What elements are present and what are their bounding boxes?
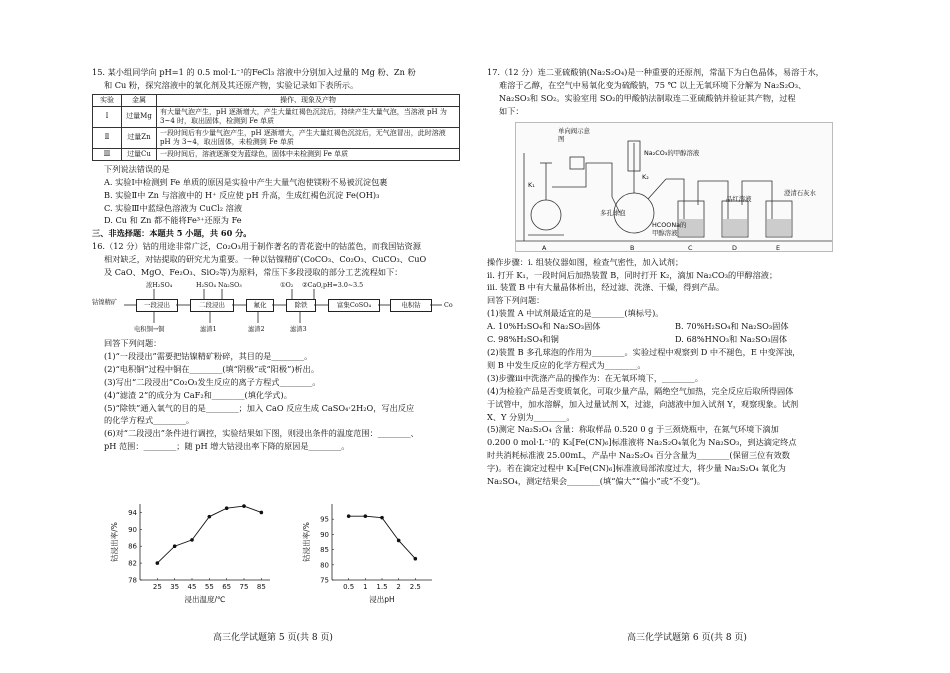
y-tick-label: 95 (320, 515, 329, 524)
q17-sub4a: (4)为检验产品是否变质氧化，可取少量产品，隔绝空气加热，完全反应后取所得固体 (487, 385, 794, 396)
out-copy: 电积铜→铜 (134, 325, 165, 333)
y-tick-label: 78 (128, 576, 137, 585)
step-first-leach: 一段浸出 (136, 299, 178, 312)
q17-steps-title: 操作步骤：ⅰ. 组装仪器如图，检查气密性，加入试剂； (487, 256, 684, 267)
q17-step3: ⅲ. 装置 B 中有大量晶体析出，经过滤、洗涤、干燥，得到产品。 (487, 282, 725, 293)
x-tick-label: 2.5 (409, 583, 421, 591)
x-tick-label: 45 (187, 583, 197, 591)
q17-options-cd (487, 333, 863, 346)
limewater-label: 澄清石灰水 (784, 188, 816, 197)
apparatus-diagram (515, 122, 833, 252)
step-enrich-coso4: 富集CoSO₄ (328, 299, 380, 312)
porous-label: 多孔球泡 (600, 208, 626, 217)
q16-sub3: (3)写出“二段浸出”Co₂O₃发生反应的离子方程式________。 (104, 376, 321, 387)
x-tick-label: 85 (256, 583, 266, 591)
out-residue3: 滤渣3 (290, 325, 307, 333)
ph-chart (300, 496, 440, 606)
label-a: A (542, 243, 547, 252)
x-tick-label: 0.5 (343, 583, 355, 591)
q17-sub4b: 于试管中，加水溶解，加入过量试剂 X，过滤，向滤液中加入试剂 Y，观察现象。试剂 (487, 398, 799, 409)
q16-sub6a: (6)对“二段浸出”条件进行调控，实验结果如下图，则浸出条件的温度范围：________、 (104, 428, 419, 439)
q16-answer-heading: 回答下列问题： (104, 337, 162, 348)
reagent-o2: ①O₂ (280, 281, 294, 289)
y-tick-label: 75 (320, 576, 329, 585)
hcoona-label: HCOONa的甲醇溶液 (652, 220, 687, 237)
x-axis-label: 浸出温度/℃ (184, 595, 226, 604)
q15-option-c: C. 实验Ⅲ中蓝绿色溶液为 CuCl₂ 溶液 (104, 202, 243, 213)
y-tick-label: 80 (320, 561, 329, 570)
table-row (93, 106, 460, 127)
row2-id: Ⅱ (93, 127, 122, 148)
x-tick-label: 65 (222, 583, 232, 591)
data-point (364, 514, 368, 518)
q17-option-c: C. 98%H₂SO₄和铜 (487, 334, 559, 345)
y-tick-label: 90 (128, 525, 137, 534)
label-e: E (776, 243, 781, 252)
reagent-conc-h2so4: 浓H₂SO₄ (146, 281, 173, 289)
data-point (260, 511, 264, 515)
q17-sub5a: (5)测定 Na₂S₂O₄ 含量：称取样品 0.520 0 g 于三颈烧瓶中，在氮气环境下滴加 (487, 424, 779, 435)
x-tick-label: 25 (152, 583, 162, 591)
q17-sub3: (3)步骤ⅲ中洗涤产品的操作为：在无氧环境下，________。 (487, 372, 703, 383)
q16-sub1: (1)“一段浸出”需要把钴镍精矿粉碎，其目的是________。 (104, 350, 313, 361)
data-point (347, 514, 351, 518)
q16-line3: 及 CaO、MgO、Fe₂O₃、SiO₂等)为原料，常压下多段浸取的部分工艺流程如下： (104, 267, 403, 278)
row1-metal: 过量Mg (122, 106, 157, 127)
step-second-leach: 二段浸出 (190, 299, 234, 312)
q17-answer-heading: 回答下列问题： (487, 295, 545, 306)
x-tick-label: 1.5 (376, 583, 388, 591)
y-axis-label: 钴浸出率/% (110, 522, 119, 562)
th-operation: 操作、现象及产物 (157, 94, 460, 106)
q17-option-a: A. 10%H₂SO₄和 Na₂SO₃固体 (487, 321, 601, 332)
data-point (190, 538, 194, 542)
temperature-chart (108, 496, 278, 606)
q16-line2: 相对缺乏，对钴提取的研究尤为重要。一种以钴镍精矿(CoCO₃、Co₂O₃、CuCO₃、CuO (104, 254, 427, 265)
data-point (225, 506, 229, 510)
k1-label: K₁ (528, 180, 535, 189)
step-fluorination: 氟化 (246, 299, 274, 312)
x-tick-label: 2 (396, 583, 401, 591)
q17-option-d: D. 68%HNO₃和 Na₂SO₃固体 (675, 334, 788, 345)
q15-table (92, 94, 460, 161)
q16-sub6b: pH 范围：________；随 pH 增大钴浸出率下降的原因是________。 (104, 441, 350, 452)
y-tick-label: 86 (128, 542, 137, 551)
row2-text: 一段时间后有少量气泡产生，pH 逐渐增大，产生大量红褐色沉淀后，无气泡冒出，此时溶液 pH 为 3~4，取出固体，未检测到 Fe 单质 (157, 127, 460, 148)
q15-option-b: B. 实验Ⅱ中 Zn 与溶液中的 H⁺ 反应使 pH 升高，生成红褐色沉淀 Fe(OH)₃ (104, 189, 380, 200)
data-point (414, 557, 418, 561)
data-point (173, 544, 177, 548)
label-c: C (688, 243, 693, 252)
q17-line3: Na₂SO₃和 SO₂。实验室用 SO₂的甲酸钠法制取连二亚硫酸钠并验证其产物，过程 (499, 92, 796, 103)
data-point (208, 515, 212, 519)
row3-metal: 过量Cu (122, 148, 157, 160)
q17-line1: 17.（12 分）连二亚硫酸钠(Na₂S₂O₄)是一种重要的还原剂，常温下为白色晶体，易溶于水， (487, 67, 824, 77)
q15-ask: 下列说法错误的是 (104, 163, 170, 174)
row2-metal: 过量Zn (122, 127, 157, 148)
reagent-na2so3: Na₂SO₃ (218, 281, 242, 289)
valve-label: 单向阀示意图 (558, 126, 590, 143)
data-point (380, 516, 384, 520)
q17-sub2b: 则 B 中发生反应的化学方程式为________。 (487, 359, 646, 370)
q17-options-ab (487, 320, 863, 333)
x-axis-label: 浸出pH (369, 595, 395, 604)
table-row (93, 127, 460, 148)
x-tick-label: 55 (204, 583, 214, 591)
y-tick-label: 82 (128, 559, 137, 568)
row3-id: Ⅲ (93, 148, 122, 160)
step-electro-cobalt: 电积钴 (390, 299, 432, 312)
out-residue1: 滤渣1 (200, 325, 217, 333)
y-tick-label: 94 (128, 508, 137, 517)
flow-end: Co (444, 301, 453, 309)
data-point (242, 504, 246, 508)
q16-sub4: (4)“滤渣 2”的成分为 CaF₂和________(填化学式)。 (104, 389, 292, 400)
table-header-row (93, 94, 460, 106)
y-axis-label: 钴浸出率/% (302, 522, 311, 562)
label-d: D (732, 243, 737, 252)
na2co3-label: Na₂CO₃的甲醇溶液 (644, 148, 700, 157)
q17-line2: 难溶于乙醇，在空气中易氧化变为硫酸钠，75 ℃ 以上无氧环境下分解为 Na₂S₂O₃、 (499, 79, 807, 90)
q15-stem-line2: 和 Cu 粉，探究溶液中的氧化剂及其还原产物，实验记录如下表所示。 (104, 79, 359, 90)
series-line (349, 516, 416, 559)
data-point (156, 561, 160, 565)
q15-stem-line1: 15. 某小组同学向 pH=1 的 0.5 mol·L⁻¹的FeCl₃ 溶液中分别加入过量的 Mg 粉、Zn 粉 (92, 67, 416, 77)
th-experiment: 实验 (93, 94, 122, 106)
y-tick-label: 90 (320, 530, 329, 539)
label-b: B (630, 243, 635, 252)
th-metal: 金属 (122, 94, 157, 106)
y-tick-label: 85 (320, 546, 329, 555)
q17-sub5b: 0.200 0 mol·L⁻¹的 K₃[Fe(CN)₆]标准液将 Na₂S₂O₄氧化为 Na₂SO₃，到达滴定终点 (487, 437, 797, 448)
row1-text: 有大量气泡产生，pH 逐渐增大，产生大量红褐色沉淀后，持续产生大量气泡，当溶液 pH 为 3~4 时，取出固体，检测到 Fe 单质 (157, 106, 460, 127)
flow-start: 钴镍精矿 (92, 298, 118, 306)
step-iron-removal: 除铁 (286, 299, 316, 312)
right-column (487, 66, 863, 488)
q17-step2: ⅱ. 打开 K₁，一段时间后加热装置 B，同时打开 K₂，滴加 Na₂CO₃的甲醇溶液； (487, 269, 778, 280)
q17-sub5e: Na₂SO₄，测定结果会________(填“偏大”“偏小”或“不变”)。 (487, 476, 705, 487)
left-column (92, 66, 470, 453)
footer-page5: 高三化学试题第 5 页(共 8 页) (213, 633, 333, 643)
q15-option-a: A. 实验Ⅰ中检测到 Fe 单质的原因是实验中产生大量气泡使镁粉不易被沉淀包裹 (104, 176, 388, 187)
reagent-cao: ②CaO,pH=3.0~3.5 (302, 281, 364, 289)
q15-option-d: D. Cu 和 Zn 都不能将Fe³⁺还原为 Fe (104, 215, 242, 226)
pinred-label: 品红溶液 (726, 194, 752, 203)
process-flow-diagram (92, 279, 470, 337)
q17-line4: 如下： (499, 105, 524, 116)
q17-sub1: (1)装置 A 中试剂最适宜的是________(填标号)。 (487, 308, 664, 319)
q16-sub5b: 的化学方程式________。 (104, 415, 195, 426)
x-tick-label: 35 (170, 583, 180, 591)
row1-id: Ⅰ (93, 106, 122, 127)
series-line (157, 506, 261, 563)
table-row (93, 148, 460, 160)
row3-text: 一段时间后，溶液逐渐变为蓝绿色，固体中未检测到 Fe 单质 (157, 148, 460, 160)
reagent-h2so4: H₂SO₄ (196, 281, 217, 289)
footer-page6: 高三化学试题第 6 页(共 8 页) (627, 633, 747, 643)
q16-line1: 16.（12 分）钴的用途非常广泛，Co₂O₃用于制作著名的青花瓷中的钴蓝色，而我国钴资源 (92, 241, 421, 252)
q16-sub5a: (5)“除铁”通入氧气的目的是________；加入 CaO 反应生成 CaSO₄·2H₂O，写出反应 (104, 402, 415, 413)
q17-sub5d: 字)。若在滴定过程中 K₃[Fe(CN)₆]标准液局部浓度过大，将少量 Na₂S₂O₄ 氧化为 (487, 463, 786, 474)
q17-option-b: B. 70%H₂SO₄和 Na₂SO₃固体 (675, 321, 789, 332)
section-3-heading: 三、非选择题：本题共 5 小题，共 60 分。 (92, 228, 252, 239)
q17-sub5c: 时共消耗标准液 25.00mL，产品中 Na₂S₂O₄ 百分含量为________(保留三位有效数 (487, 450, 790, 461)
out-residue2: 滤渣2 (248, 325, 265, 333)
q17-sub4c: X、Y 分别为________。 (487, 411, 575, 422)
k2-label: K₂ (642, 172, 649, 181)
q17-sub2a: (2)装置 B 多孔球泡的作用为________。实验过程中观察到 D 中不褪色，E 中变浑浊， (487, 346, 801, 357)
q16-sub2: (2)“电积铜”过程中铜在________(填“阴极”或“阳极”)析出。 (104, 363, 320, 374)
data-point (397, 539, 401, 543)
x-tick-label: 75 (239, 583, 249, 591)
x-tick-label: 1 (363, 583, 368, 591)
